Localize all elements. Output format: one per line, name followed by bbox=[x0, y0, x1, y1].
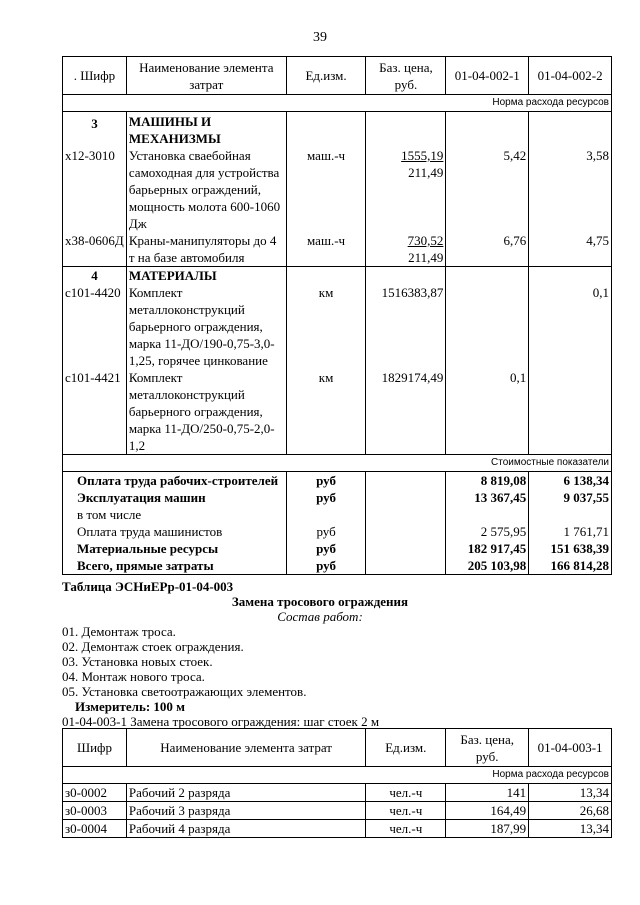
row-value-1: 5,42 bbox=[446, 147, 529, 232]
header-name: Наименование элемента затрат bbox=[126, 57, 286, 95]
header-price: Баз. цена, руб. bbox=[366, 57, 446, 95]
row-value-2: 4,75 bbox=[529, 232, 612, 267]
header-col-1: 01-04-003-1 bbox=[529, 729, 612, 767]
summary-row: Оплата труда машинистов руб 2 575,95 1 761,71 bbox=[63, 523, 612, 540]
section-subtitle: Замена тросового ограждения bbox=[231, 594, 409, 609]
summary-row: Эксплуатация машин руб 13 367,45 9 037,55 bbox=[63, 489, 612, 506]
row-price: 1829174,49 bbox=[366, 369, 446, 455]
row-unit: маш.-ч bbox=[286, 147, 366, 232]
header-unit: Ед.изм. bbox=[366, 729, 446, 767]
section-title: МАТЕРИАЛЫ bbox=[126, 267, 286, 285]
table-row bbox=[63, 232, 612, 267]
summary-row: Всего, прямые затраты руб 205 103,98 166 814,28 bbox=[63, 557, 612, 575]
row-value-1: 0,1 bbox=[446, 369, 529, 455]
norm-label: Норма расхода ресурсов bbox=[63, 767, 612, 784]
table-title: Таблица ЭСНиЕРр-01-04-003 bbox=[62, 579, 234, 594]
resource-table-2 bbox=[62, 728, 612, 838]
row-name: Установка сваебойная самоходная для устройства барьерных ограждений, мощность молота 600-1060 Дж bbox=[126, 147, 286, 232]
row-code: с101-4420 bbox=[63, 284, 127, 369]
row-value-2: 3,58 bbox=[529, 147, 612, 232]
header-unit: Ед.изм. bbox=[286, 57, 366, 95]
section-row bbox=[63, 267, 612, 285]
header-col-2: 01-04-002-2 bbox=[529, 57, 612, 95]
section-title: МАШИНЫ И МЕХАНИЗМЫ bbox=[126, 112, 286, 148]
row-unit: км bbox=[286, 284, 366, 369]
row-name: Комплект металлоконструкций барьерного ограждения, марка 11-ДО/250-0,75-2,0-1,2 bbox=[126, 369, 286, 455]
row-name: Краны-манипуляторы до 4 т на базе автомобиля bbox=[126, 232, 286, 267]
table-row: з0-0003 Рабочий 3 разряда чел.-ч 164,49 26,68 bbox=[63, 802, 612, 820]
row-value-2: 0,1 bbox=[529, 284, 612, 369]
table-row bbox=[63, 284, 612, 369]
table-header-row bbox=[63, 57, 612, 95]
row-value-1 bbox=[446, 284, 529, 369]
work-item: 01. Демонтаж троса. bbox=[62, 624, 176, 639]
section-number: 3 bbox=[63, 112, 127, 148]
row-code: х38-0606Д bbox=[63, 232, 127, 267]
header-price: Баз. цена, руб. bbox=[446, 729, 529, 767]
row-code: х12-3010 bbox=[63, 147, 127, 232]
summary-row: в том числе bbox=[63, 506, 612, 523]
table-row bbox=[63, 147, 612, 232]
section-row bbox=[63, 112, 612, 148]
header-code: . Шифр bbox=[63, 57, 127, 95]
work-item: 03. Установка новых стоек. bbox=[62, 654, 213, 669]
row-value-2 bbox=[529, 369, 612, 455]
row-unit: маш.-ч bbox=[286, 232, 366, 267]
summary-row: Материальные ресурсы руб 182 917,45 151 638,39 bbox=[63, 540, 612, 557]
work-item: 05. Установка светоотражающих элементов. bbox=[62, 684, 307, 699]
row-price: 1555,19 211,49 bbox=[366, 147, 446, 232]
row-price: 1516383,87 bbox=[366, 284, 446, 369]
section-number: 4 bbox=[63, 267, 127, 285]
header-col-1: 01-04-002-1 bbox=[446, 57, 529, 95]
row-value-1: 6,76 bbox=[446, 232, 529, 267]
row-name: Комплект металлоконструкций барьерного ограждения, марка 11-ДО/190-0,75-3,0-1,25, горячее цинкование bbox=[126, 284, 286, 369]
meter-label: Измеритель: 100 м bbox=[75, 699, 186, 714]
row-unit: км bbox=[286, 369, 366, 455]
page-number: 39 bbox=[313, 30, 327, 45]
table-header-row bbox=[63, 729, 612, 767]
header-code: Шифр bbox=[63, 729, 127, 767]
norm-label: Норма расхода ресурсов bbox=[63, 95, 612, 112]
composition-heading: Состав работ: bbox=[277, 609, 363, 624]
table-row: з0-0002 Рабочий 2 разряда чел.-ч 141 13,34 bbox=[63, 784, 612, 802]
summary-row: Оплата труда рабочих-строителей руб 8 819,08 6 138,34 bbox=[63, 472, 612, 490]
work-item: 02. Демонтаж стоек ограждения. bbox=[62, 639, 244, 654]
code-line: 01-04-003-1 Замена тросового ограждения: шаг стоек 2 м bbox=[62, 714, 380, 729]
row-code: с101-4421 bbox=[63, 369, 127, 455]
cost-label: Стоимостные показатели bbox=[63, 455, 612, 472]
row-price: 730,52 211,49 bbox=[366, 232, 446, 267]
table-row bbox=[63, 369, 612, 455]
work-item: 04. Монтаж нового троса. bbox=[62, 669, 205, 684]
table-row: з0-0004 Рабочий 4 разряда чел.-ч 187,99 13,34 bbox=[63, 820, 612, 838]
header-name: Наименование элемента затрат bbox=[126, 729, 365, 767]
resource-table-1 bbox=[62, 56, 612, 575]
